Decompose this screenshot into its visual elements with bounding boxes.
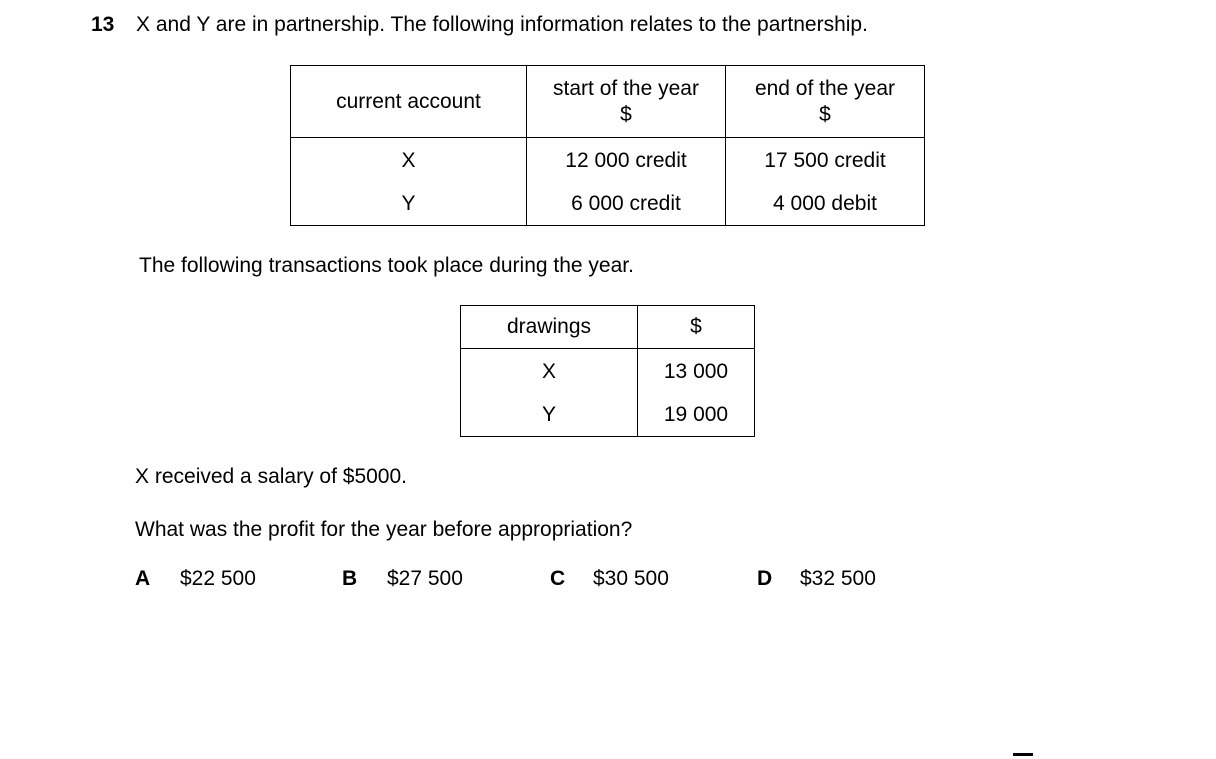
- transactions-intro: The following transactions took place during the year.: [139, 254, 634, 277]
- drawings-amount-column: [638, 349, 755, 437]
- drawings-partner-column: [461, 349, 638, 437]
- option-d-value: $32 500: [800, 567, 876, 590]
- end-x: 17 500 credit: [764, 148, 886, 172]
- drawings-amount-y: 19 000: [663, 402, 729, 426]
- option-b-value: $27 500: [387, 567, 463, 590]
- header-unit: $: [819, 102, 831, 126]
- option-b-letter: B: [342, 567, 358, 590]
- end-y: 4 000 debit: [773, 191, 877, 215]
- header-label: current account: [336, 89, 481, 113]
- salary-note: X received a salary of $5000.: [135, 465, 407, 488]
- current-account-table: [290, 65, 925, 226]
- header-unit: $: [620, 102, 632, 126]
- option-c-letter: C: [550, 567, 566, 590]
- question-number: 13: [91, 13, 115, 36]
- drawings-partner-x: X: [541, 359, 556, 383]
- option-d-letter: D: [757, 567, 773, 590]
- page-edge-mark: [1013, 753, 1033, 756]
- header-dollar: $: [638, 306, 755, 349]
- partner-column: [291, 138, 527, 226]
- question-prompt: What was the profit for the year before appropriation?: [135, 518, 633, 541]
- option-c-value: $30 500: [593, 567, 669, 590]
- start-column: [527, 138, 726, 226]
- drawings-partner-y: Y: [541, 402, 556, 426]
- header-label: start of the year: [553, 76, 699, 100]
- header-label: end of the year: [754, 76, 896, 100]
- header-start-of-year: [527, 66, 726, 138]
- partner-x: X: [401, 148, 416, 172]
- drawings-table: [460, 305, 755, 437]
- header-drawings: drawings: [461, 306, 638, 349]
- start-x: 12 000 credit: [565, 148, 687, 172]
- header-current-account: [291, 66, 527, 138]
- end-column: [726, 138, 925, 226]
- option-a-letter: A: [135, 567, 151, 590]
- start-y: 6 000 credit: [571, 191, 681, 215]
- question-text: X and Y are in partnership. The following information relates to the partnership.: [136, 13, 868, 36]
- partner-y: Y: [401, 191, 416, 215]
- drawings-amount-x: 13 000: [663, 359, 729, 383]
- header-end-of-year: [726, 66, 925, 138]
- option-a-value: $22 500: [180, 567, 256, 590]
